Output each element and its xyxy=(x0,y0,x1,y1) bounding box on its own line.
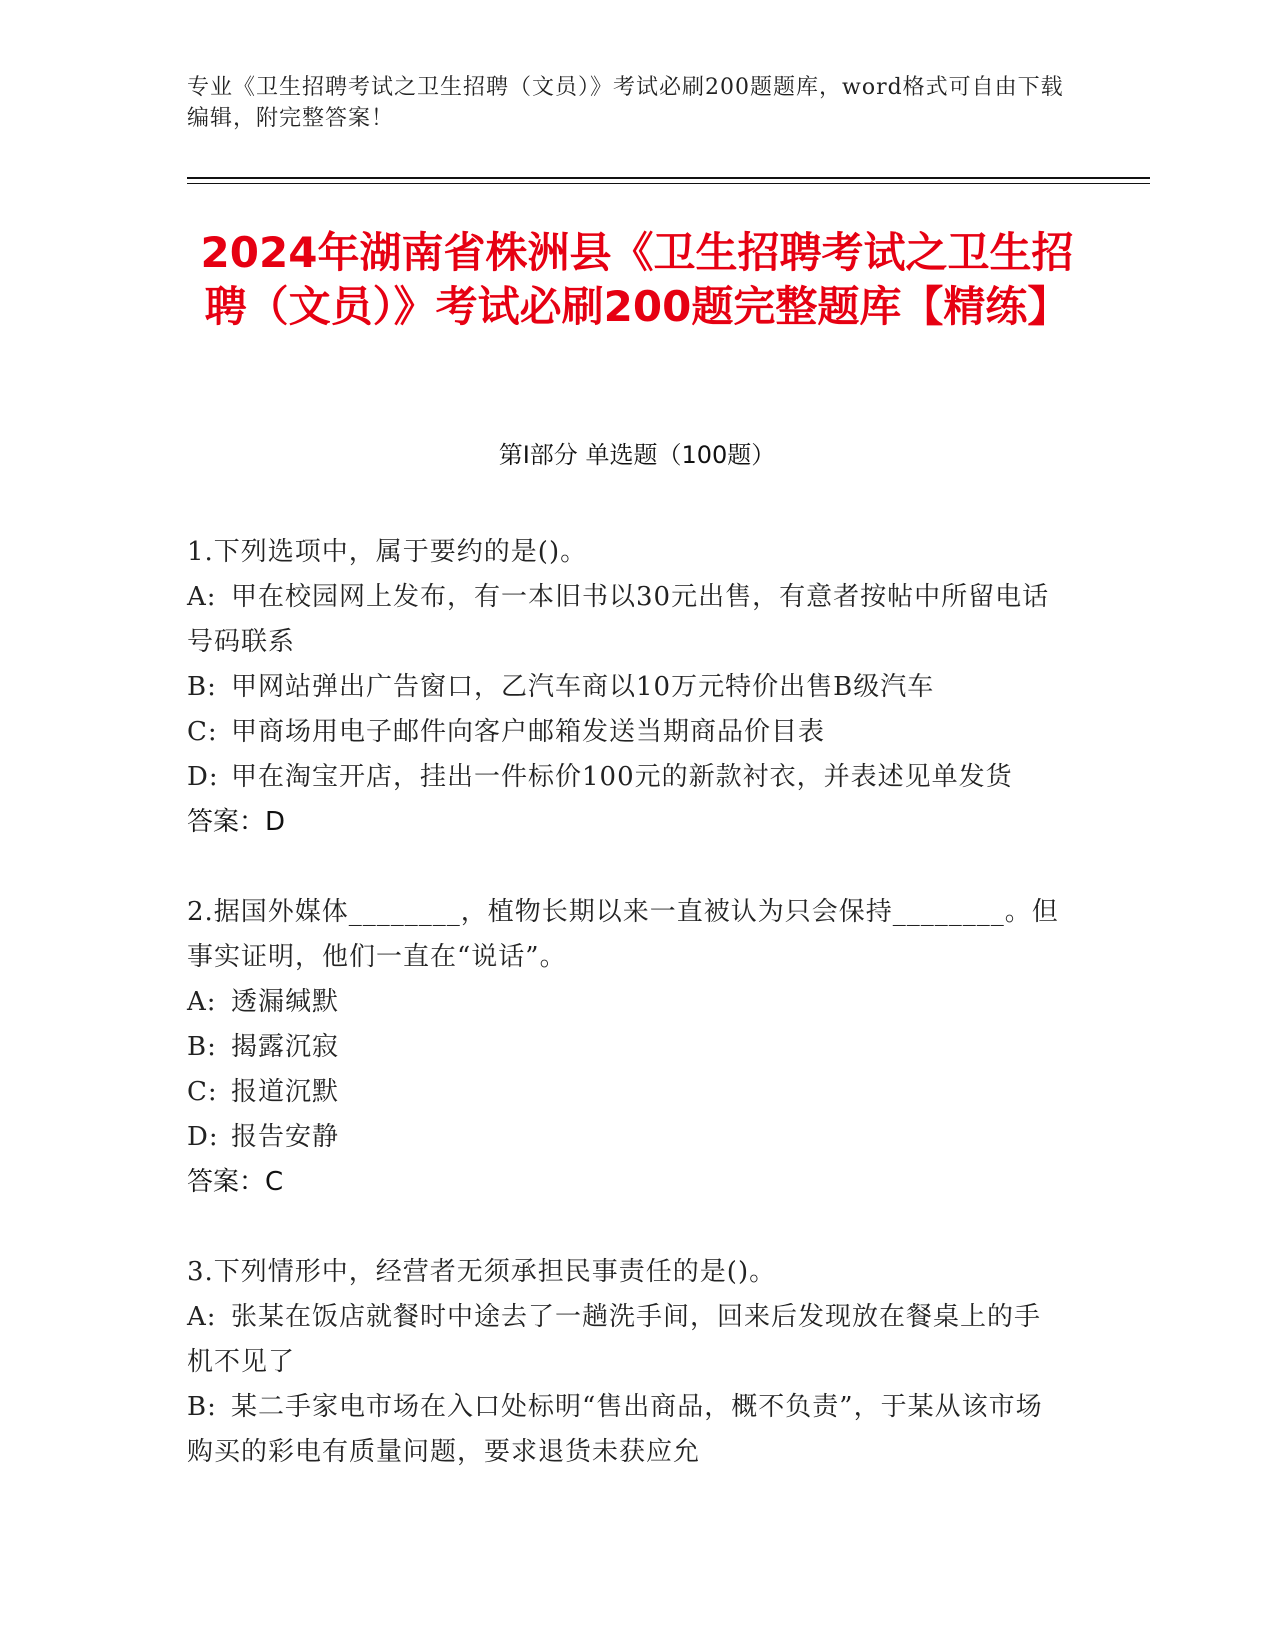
option-a xyxy=(187,980,1067,1025)
option-text: 张某在饭店就餐时中途去了一趟洗手间，回来后发现放在餐桌上的手机不见了 xyxy=(187,1302,1042,1377)
question-3 xyxy=(187,1250,1067,1475)
question-2 xyxy=(187,890,1067,1205)
option-c xyxy=(187,1070,1067,1115)
header-divider-thick xyxy=(187,177,1150,179)
document-title: 2024年湖南省株洲县《卫生招聘考试之卫生招聘（文员）》考试必刷200题完整题库【精练】 xyxy=(200,228,1074,331)
option-c xyxy=(187,710,1067,755)
answer-line: 答案：C xyxy=(187,1167,284,1197)
option-d xyxy=(187,755,1067,800)
option-text: 报道沉默 xyxy=(231,1077,340,1107)
question-stem: 3.下列情形中，经营者无须承担民事责任的是()。 xyxy=(187,1257,777,1287)
option-b xyxy=(187,665,1067,710)
question-list xyxy=(187,530,1067,1520)
header-divider-thin xyxy=(187,183,1150,184)
option-key: B: xyxy=(187,1032,217,1062)
option-key: A: xyxy=(187,582,217,612)
option-b xyxy=(187,1025,1067,1070)
option-text: 甲商场用电子邮件向客户邮箱发送当期商品价目表 xyxy=(231,717,826,747)
option-a xyxy=(187,1295,1067,1385)
question-1 xyxy=(187,530,1067,845)
question-stem: 1.下列选项中，属于要约的是()。 xyxy=(187,537,588,567)
option-key: B: xyxy=(187,1392,217,1422)
option-text: 揭露沉寂 xyxy=(231,1032,340,1062)
option-text: 甲在淘宝开店，挂出一件标价100元的新款衬衣，并表述见单发货 xyxy=(231,762,1013,792)
option-key: C: xyxy=(187,1077,218,1107)
option-text: 甲在校园网上发布，有一本旧书以30元出售，有意者按帖中所留电话号码联系 xyxy=(187,582,1050,657)
answer-line: 答案：D xyxy=(187,807,286,837)
option-key: D: xyxy=(187,762,219,792)
option-text: 报告安静 xyxy=(231,1122,340,1152)
option-key: A: xyxy=(187,987,217,1017)
option-text: 甲网站弹出广告窗口，乙汽车商以10万元特价出售B级汽车 xyxy=(231,672,935,702)
option-b xyxy=(187,1385,1067,1475)
section-title: 第Ⅰ部分 单选题（100题） xyxy=(498,441,776,469)
option-key: D: xyxy=(187,1122,219,1152)
option-key: B: xyxy=(187,672,217,702)
option-d xyxy=(187,1115,1067,1160)
question-stem: 2.据国外媒体________，植物长期以来一直被认为只会保持________。但事实证明，他们一直在“说话”。 xyxy=(187,897,1059,972)
option-key: A: xyxy=(187,1302,217,1332)
header-note: 专业《卫生招聘考试之卫生招聘（文员）》考试必刷200题题库，word格式可自由下载编辑，附完整答案！ xyxy=(187,75,1064,131)
option-text: 透漏缄默 xyxy=(231,987,340,1017)
option-text: 某二手家电市场在入口处标明“售出商品，概不负责”，于某从该市场购买的彩电有质量问题，要求退货未获应允 xyxy=(187,1392,1043,1467)
option-key: C: xyxy=(187,717,218,747)
option-a xyxy=(187,575,1067,665)
